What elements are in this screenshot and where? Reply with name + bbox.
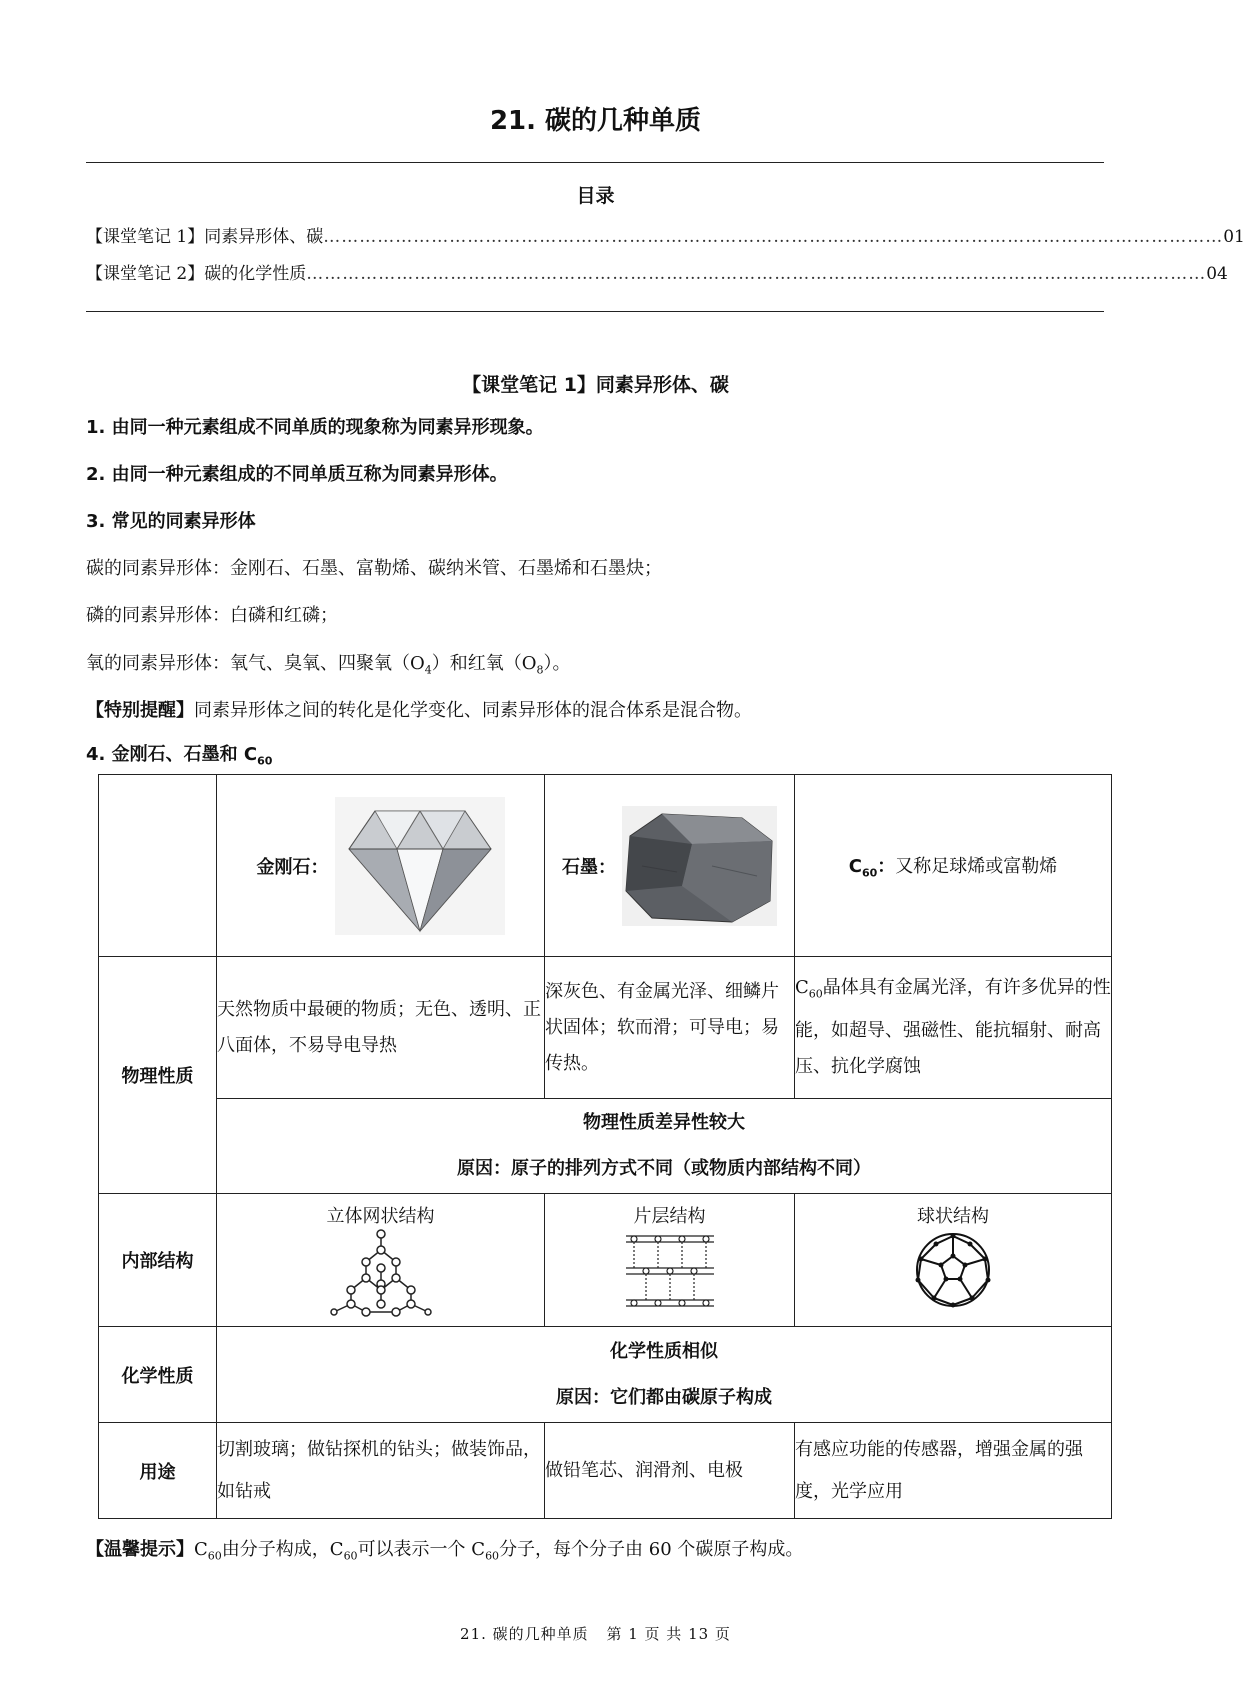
point-4: 4. 金刚石、石墨和 $C_{60}$ <box>86 744 273 768</box>
chemical-properties-header: 化学性质 <box>99 1327 217 1423</box>
graphite-physical: 深灰色、有金属光泽、细鳞片状固体；软而滑；可导电；易传热。 <box>545 957 795 1099</box>
uses-header: 用途 <box>99 1423 217 1519</box>
footer-doc-title: 21. 碳的几种单质 <box>460 1625 589 1643</box>
c60-structure-diagram <box>908 1228 998 1312</box>
c60-physical: $C_{60}$晶体具有金属光泽，有许多优异的性能，如超导、强磁性、能抗辐射、耐高压、抗化学腐蚀 <box>795 957 1112 1099</box>
toc-item-1[interactable] <box>86 222 1245 248</box>
graphite-cell <box>545 775 795 957</box>
toc-item-page: 01 <box>1223 227 1245 247</box>
graphite-structure-diagram <box>620 1228 720 1312</box>
c60-structure: 球状结构 <box>795 1194 1112 1327</box>
graphite-image <box>622 806 777 926</box>
diamond-physical: 天然物质中最硬的物质；无色、透明、正八面体，不易导电导热 <box>217 957 545 1099</box>
table-corner-cell <box>99 775 217 957</box>
comparison-table <box>98 774 1112 1519</box>
divider <box>86 311 1104 312</box>
page-title: 21. 碳的几种单质 <box>489 106 702 136</box>
physical-properties-header: 物理性质 <box>99 957 217 1194</box>
diamond-image <box>335 797 505 935</box>
toc-leader: …………………………………………………………………………………………………………………………………… <box>323 227 1224 247</box>
toc-item-page: 04 <box>1206 264 1228 284</box>
table-row <box>99 775 1112 957</box>
table-row <box>99 1099 1112 1194</box>
c60-uses: 有感应功能的传感器，增强金属的强度，光学应用 <box>795 1423 1112 1519</box>
chemical-similarity: 化学性质相似 原因：它们都由碳原子构成 <box>217 1327 1112 1423</box>
graphite-uses: 做铅笔芯、润滑剂、电极 <box>545 1423 795 1519</box>
diamond-structure: 立体网状结构 <box>217 1194 545 1327</box>
point-3: 3. 常见的同素异形体 <box>86 511 256 532</box>
toc-leader: …………………………………………………………………………………………………………………………………… <box>306 264 1207 284</box>
table-row <box>99 1327 1112 1423</box>
carbon-allotropes: 碳的同素异形体：金刚石、石墨、富勒烯、碳纳米管、石墨烯和石墨炔； <box>86 558 662 579</box>
footer-page-info: 第 1 页 共 13 页 <box>606 1625 731 1643</box>
point-2: 2. 由同一种元素组成的不同单质互称为同素异形体。 <box>86 464 508 485</box>
graphite-label: 石墨： <box>562 856 616 878</box>
toc-item-label: 【课堂笔记 2】碳的化学性质 <box>86 264 307 284</box>
toc-heading: 目录 <box>576 185 615 207</box>
table-row <box>99 1423 1112 1519</box>
diamond-uses: 切割玻璃；做钻探机的钻头；做装饰品，如钻戒 <box>217 1423 545 1519</box>
special-reminder: 【特别提醒】同素异形体之间的转化是化学变化、同素异形体的混合体系是混合物。 <box>86 700 752 721</box>
structure-header: 内部结构 <box>99 1194 217 1327</box>
c60-description: 又称足球烯或富勒烯 <box>895 855 1058 877</box>
section-heading: 【课堂笔记 1】同素异形体、碳 <box>462 374 729 396</box>
diamond-cell <box>217 775 545 957</box>
oxygen-allotropes: 氧的同素异形体：氧气、臭氧、四聚氧$(O_4)$和红氧$(O_8)$。 <box>86 653 571 677</box>
toc-item-label: 【课堂笔记 1】同素异形体、碳 <box>86 227 324 247</box>
point-1: 1. 由同一种元素组成不同单质的现象称为同素异形现象。 <box>86 417 544 438</box>
toc-item-2[interactable] <box>86 259 1228 285</box>
table-row <box>99 957 1112 1099</box>
c60-label: $C_{60}$： <box>848 855 896 880</box>
c60-cell <box>795 775 1112 957</box>
graphite-structure: 片层结构 <box>545 1194 795 1327</box>
table-row <box>99 1194 1112 1327</box>
physical-difference: 物理性质差异性较大 原因：原子的排列方式不同（或物质内部结构不同） <box>217 1099 1112 1194</box>
page-footer <box>0 1623 1191 1644</box>
warm-tip: 【温馨提示】$C_{60}$由分子构成，$C_{60}$可以表示一个 $C_{60}$分子，每个分子由 60 个碳原子构成。 <box>86 1539 804 1563</box>
diamond-label: 金刚石： <box>256 856 329 878</box>
diamond-structure-diagram <box>326 1228 436 1316</box>
phosphorus-allotropes: 磷的同素异形体：白磷和红磷； <box>86 605 338 626</box>
divider <box>86 162 1104 163</box>
